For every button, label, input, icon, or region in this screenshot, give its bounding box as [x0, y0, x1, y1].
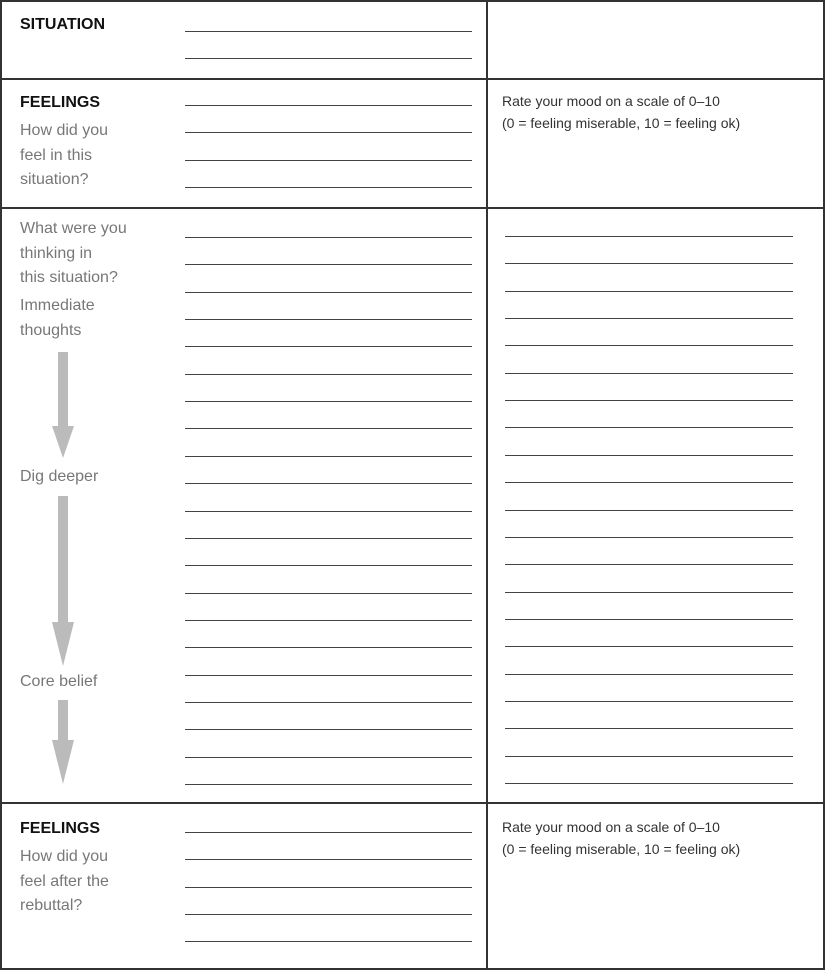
dig-deeper-label: Dig deeper	[20, 468, 99, 485]
writing-line[interactable]	[185, 160, 472, 161]
writing-line[interactable]	[505, 263, 793, 264]
writing-line[interactable]	[505, 510, 793, 511]
writing-line[interactable]	[505, 373, 793, 374]
writing-line[interactable]	[505, 345, 793, 346]
feelings-after-prompt	[20, 845, 109, 919]
rating-line: Rate your mood on a scale of 0–10	[502, 819, 720, 835]
writing-line[interactable]	[185, 784, 472, 785]
writing-line[interactable]	[505, 400, 793, 401]
mood-rating-instructions	[502, 90, 740, 134]
core-belief-label: Core belief	[20, 673, 98, 690]
writing-line[interactable]	[185, 887, 472, 888]
prompt-line: How did you	[20, 848, 109, 865]
label-line: Immediate	[20, 297, 95, 314]
writing-line[interactable]	[505, 455, 793, 456]
writing-line[interactable]	[505, 564, 793, 565]
writing-line[interactable]	[185, 702, 472, 703]
writing-line[interactable]	[185, 31, 472, 32]
writing-line[interactable]	[185, 428, 472, 429]
writing-line[interactable]	[185, 565, 472, 566]
writing-line[interactable]	[185, 401, 472, 402]
writing-line[interactable]	[505, 236, 793, 237]
column-divider	[486, 0, 488, 970]
thoughts-prompt	[20, 217, 127, 291]
prompt-line: this situation?	[20, 269, 118, 286]
writing-line[interactable]	[505, 756, 793, 757]
writing-line[interactable]	[505, 701, 793, 702]
mood-rating-after-instructions	[502, 816, 740, 860]
writing-line[interactable]	[185, 832, 472, 833]
feelings-after-heading: FEELINGS	[20, 820, 101, 837]
writing-line[interactable]	[185, 292, 472, 293]
divider	[0, 802, 825, 804]
writing-line[interactable]	[185, 132, 472, 133]
arrow-down-icon	[52, 700, 74, 786]
writing-line[interactable]	[505, 291, 793, 292]
prompt-line: feel in this	[20, 146, 93, 164]
writing-line[interactable]	[505, 482, 793, 483]
arrow-down-icon	[52, 496, 74, 668]
writing-line[interactable]	[185, 593, 472, 594]
prompt-line: rebuttal?	[20, 897, 83, 914]
writing-line[interactable]	[185, 187, 472, 188]
writing-line[interactable]	[185, 538, 472, 539]
writing-line[interactable]	[505, 783, 793, 784]
writing-line[interactable]	[185, 914, 472, 915]
writing-line[interactable]	[185, 757, 472, 758]
divider	[0, 207, 825, 209]
writing-line[interactable]	[185, 941, 472, 942]
writing-line[interactable]	[505, 537, 793, 538]
writing-line[interactable]	[185, 483, 472, 484]
writing-line[interactable]	[505, 427, 793, 428]
prompt-line: thinking in	[20, 244, 93, 262]
prompt-line: feel after the	[20, 872, 109, 890]
divider	[0, 78, 825, 80]
arrow-down-icon	[52, 352, 74, 460]
writing-line[interactable]	[185, 729, 472, 730]
prompt-line: How did you	[20, 122, 109, 139]
writing-line[interactable]	[185, 675, 472, 676]
writing-line[interactable]	[185, 319, 472, 320]
writing-line[interactable]	[185, 346, 472, 347]
writing-line[interactable]	[185, 859, 472, 860]
writing-line[interactable]	[185, 511, 472, 512]
rating-line: (0 = feeling miserable, 10 = feeling ok)	[502, 115, 741, 131]
label-line: thoughts	[20, 321, 82, 339]
writing-line[interactable]	[185, 647, 472, 648]
writing-line[interactable]	[505, 728, 793, 729]
writing-line[interactable]	[505, 592, 793, 593]
rating-line: (0 = feeling miserable, 10 = feeling ok)	[502, 841, 741, 857]
writing-line[interactable]	[185, 237, 472, 238]
writing-line[interactable]	[505, 646, 793, 647]
writing-line[interactable]	[185, 58, 472, 59]
writing-line[interactable]	[505, 674, 793, 675]
writing-line[interactable]	[185, 456, 472, 457]
writing-line[interactable]	[185, 105, 472, 106]
feelings-prompt	[20, 119, 108, 193]
feelings-heading: FEELINGS	[20, 94, 101, 111]
writing-line[interactable]	[185, 374, 472, 375]
writing-line[interactable]	[185, 264, 472, 265]
immediate-thoughts-label	[20, 294, 95, 343]
situation-heading: SITUATION	[20, 16, 106, 33]
writing-line[interactable]	[505, 619, 793, 620]
rating-line: Rate your mood on a scale of 0–10	[502, 93, 720, 109]
writing-line[interactable]	[505, 318, 793, 319]
prompt-line: situation?	[20, 171, 89, 188]
prompt-line: What were you	[20, 220, 127, 237]
writing-line[interactable]	[185, 620, 472, 621]
